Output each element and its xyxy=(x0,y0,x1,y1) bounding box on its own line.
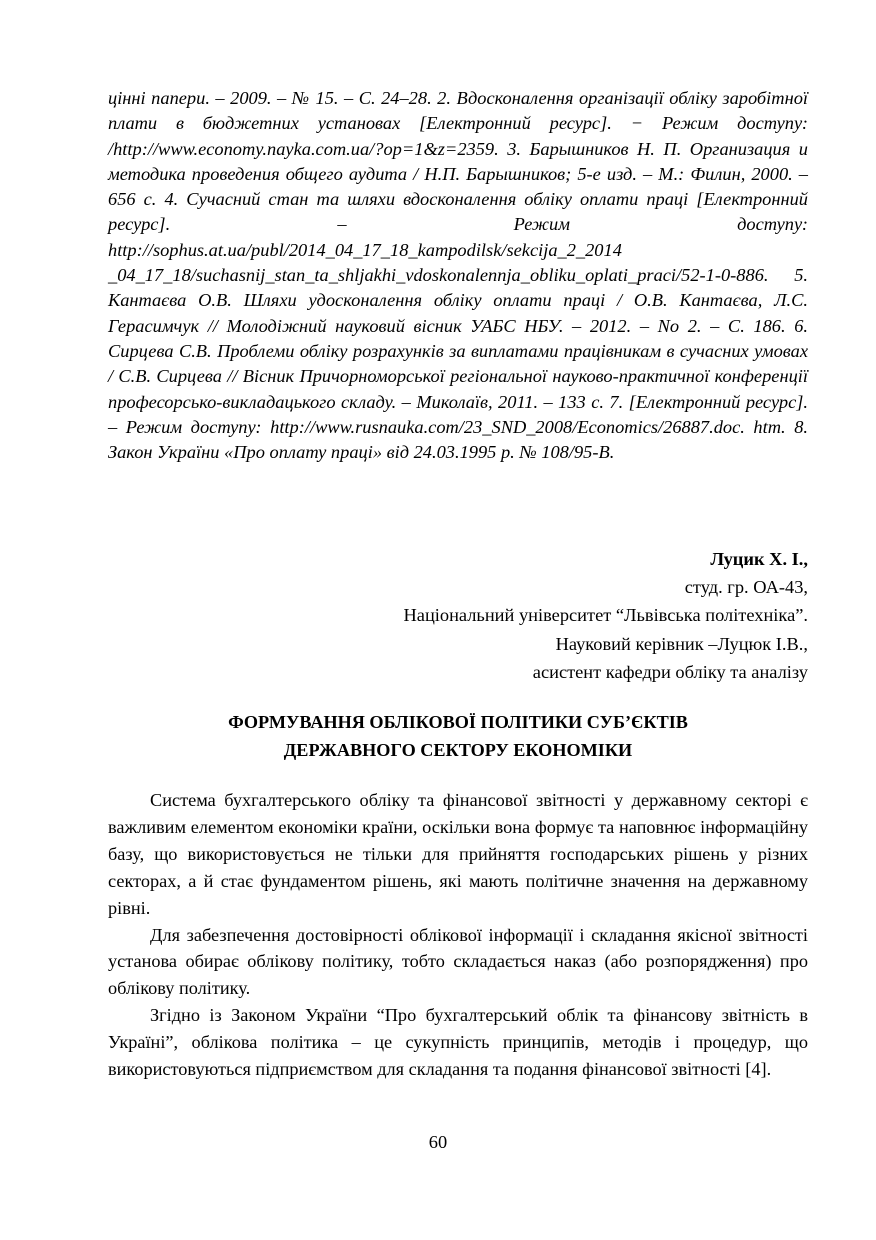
article-body xyxy=(108,787,808,1083)
body-paragraph: Згідно із Законом України “Про бухгалтерський облік та фінансову звітність в Україні”, облікова політика – це сукупність принципів, методів і процедур, що використовуються підприємством для складання та подання фінансової звітності [4]. xyxy=(108,1005,808,1080)
page-number: 60 xyxy=(428,1132,448,1152)
references-text: цінні папери. – 2009. – № 15. – С. 24–28. 2. Вдосконалення організації обліку заробітної плати в бюджетних установах [Електронний ресурс]. − Режим доступу: /http://www.economy.nayka.com.ua/?op=1&z=2359. 3. Барышников Н. П. Организация и методика проведения общего аудита / Н.П. Барышников; 5-е изд. – М.: Филин, 2000. – 656 с. 4. Сучасний стан та шляхи вдосконалення обліку оплати праці [Електронний ресурс]. – Режим доступу: http://sophus.at.ua/publ/2014_04_17_18_kampodilsk/sekcija_2_2014 _04_17_18/suchasnij_stan_ta_shljakhi_vdoskonalennja_obliku_oplati_praci/52-1-0-886. 5. Кантаєва О.В. Шляхи удосконалення обліку оплати праці / О.В. Кантаєва, Л.С. Герасимчук // Молодіжний науковий вісник УАБС НБУ. – 2012. – No 2. – С. 186. 6. Сирцева С.В. Проблеми обліку розрахунків за виплатами працівникам в сучасних умовах / С.В. Сирцева // Вісник Причорноморської регіональної науково-практичної конференції професорсько-викладацького складу. – Миколаїв, 2011. – 133 с. 7. [Електронний ресурс]. – Режим доступу: http://www.rusnauka.com/23_SND_2008/Economics/26887.doc. htm. 8. Закон України «Про оплату праці» від 24.03.1995 р. № 108/95-В. xyxy=(108,88,808,463)
author-advisor-position: асистент кафедри обліку та аналізу xyxy=(532,661,808,682)
references-continuation xyxy=(108,86,808,465)
article-title-line-2: ДЕРЖАВНОГО СЕКТОРУ ЕКОНОМІКИ xyxy=(283,740,633,760)
author-name: Луцик Х. І., xyxy=(710,549,808,569)
article-title-line-1: ФОРМУВАННЯ ОБЛІКОВОЇ ПОЛІТИКИ СУБ’ЄКТІВ xyxy=(228,712,688,732)
body-paragraph: Для забезпечення достовірності облікової інформації і складання якісної звітності установа обирає облікову політику, тобто складається наказ (або розпорядження) про облікову політику. xyxy=(108,924,808,999)
author-university: Національний університет “Львівська політехніка”. xyxy=(403,605,808,626)
article-title xyxy=(108,708,808,764)
body-paragraph: Система бухгалтерського обліку та фінансової звітності у державному секторі є важливим елементом економіки країни, оскільки вона формує та наповнює інформаційну базу, що використовується не тільки для прийняття господарських рішень у різних секторах, а й стає фундаментом рішень, які мають політичне значення на державному рівні. xyxy=(108,790,808,918)
author-group: студ. гр. ОА-43, xyxy=(684,577,808,598)
author-advisor: Науковий керівник –Луцюк І.В., xyxy=(555,633,808,654)
author-block xyxy=(404,545,809,686)
